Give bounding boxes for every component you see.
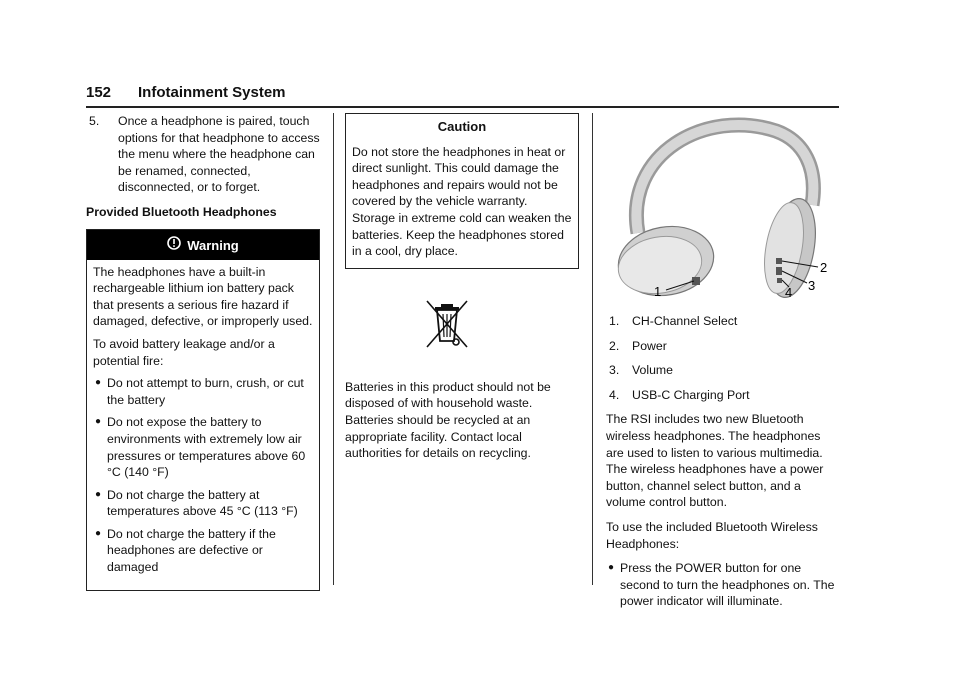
warning-paragraph: The headphones have a built-in rechargeable lithium ion battery pack that presents a serious fire hazard if damaged, defective, or improperly used. xyxy=(93,264,313,329)
legend-item: 3. Volume xyxy=(609,363,674,378)
page-header xyxy=(86,84,839,108)
disposal-paragraph: Batteries in this product should not be disposed of with household waste. Batteries should be recycled at an appropriate facility. Contact local authorities for details on recycling. xyxy=(345,379,551,461)
caution-title: Caution xyxy=(437,119,487,134)
bullet-icon: ● xyxy=(95,488,102,500)
caution-box xyxy=(345,113,579,269)
warning-body xyxy=(87,260,319,590)
step-5 xyxy=(86,113,320,196)
legend-item: 1. CH-Channel Select xyxy=(609,314,738,328)
page-number: 152 xyxy=(86,84,112,101)
callout-2: 2 xyxy=(820,260,828,275)
column-left xyxy=(86,113,320,591)
section-title: Infotainment System xyxy=(138,84,286,101)
legend-item: 4. USB-C Charging Port xyxy=(609,387,750,402)
warning-bullet: ● Do not charge the battery if the headphones are defective or damaged xyxy=(95,526,276,575)
rsi-paragraph: The RSI includes two new Bluetooth wireless headphones. The headphones are used to listen to various multimedia. The wireless headphones have a power button, channel select button, and a volume control button. xyxy=(606,412,824,510)
column-middle xyxy=(345,113,579,462)
warning-paragraph: To avoid battery leakage and/or a potential fire: xyxy=(93,336,275,368)
headphones-illustration xyxy=(606,113,840,307)
warning-title: Warning xyxy=(187,237,239,253)
column-right xyxy=(606,113,840,616)
usage-paragraph: To use the included Bluetooth Wireless Headphones: xyxy=(606,519,818,551)
legend-item: 2. Power xyxy=(609,338,667,353)
callout-4: 4 xyxy=(785,285,793,300)
bullet-icon: ● xyxy=(608,562,615,574)
warning-bullet: ● Do not expose the battery to environments with extremely low air pressures or temperatures above 60 °C (140 °F) xyxy=(95,415,306,480)
warning-bullet: ● Do not charge the battery at temperatures above 45 °C (113 °F) xyxy=(95,487,298,519)
crossed-out-bin-icon xyxy=(423,297,471,351)
caution-text: Do not store the headphones in heat or direct sunlight. This could damage the headphones and repairs would not be covered by the vehicle warranty. Storage in extreme cold can weaken the batteries. Keep the headphones stored in a cool, dry place. xyxy=(352,144,572,259)
subheading: Provided Bluetooth Headphones xyxy=(86,204,277,219)
column-divider xyxy=(592,113,593,585)
warning-bullet: ● Do not attempt to burn, crush, or cut the battery xyxy=(95,376,304,407)
column-divider xyxy=(333,113,334,585)
callout-1: 1 xyxy=(654,284,662,299)
warning-header xyxy=(87,230,319,260)
step-number: 5. xyxy=(89,114,100,128)
bullet-icon: ● xyxy=(95,416,102,428)
warning-icon xyxy=(167,230,181,262)
step-text: Once a headphone is paired, touch options for that headphone to access the menu where the headphone can be renamed, connected, disconnected, or to forget. xyxy=(118,114,320,195)
usage-bullet: ● Press the POWER button for one second to turn the headphones on. The power indicator will illuminate. xyxy=(608,561,835,609)
callout-3: 3 xyxy=(808,278,816,293)
bullet-icon: ● xyxy=(95,377,102,389)
warning-box xyxy=(86,229,320,591)
bullet-icon: ● xyxy=(95,527,102,539)
callout-legend xyxy=(606,313,840,403)
